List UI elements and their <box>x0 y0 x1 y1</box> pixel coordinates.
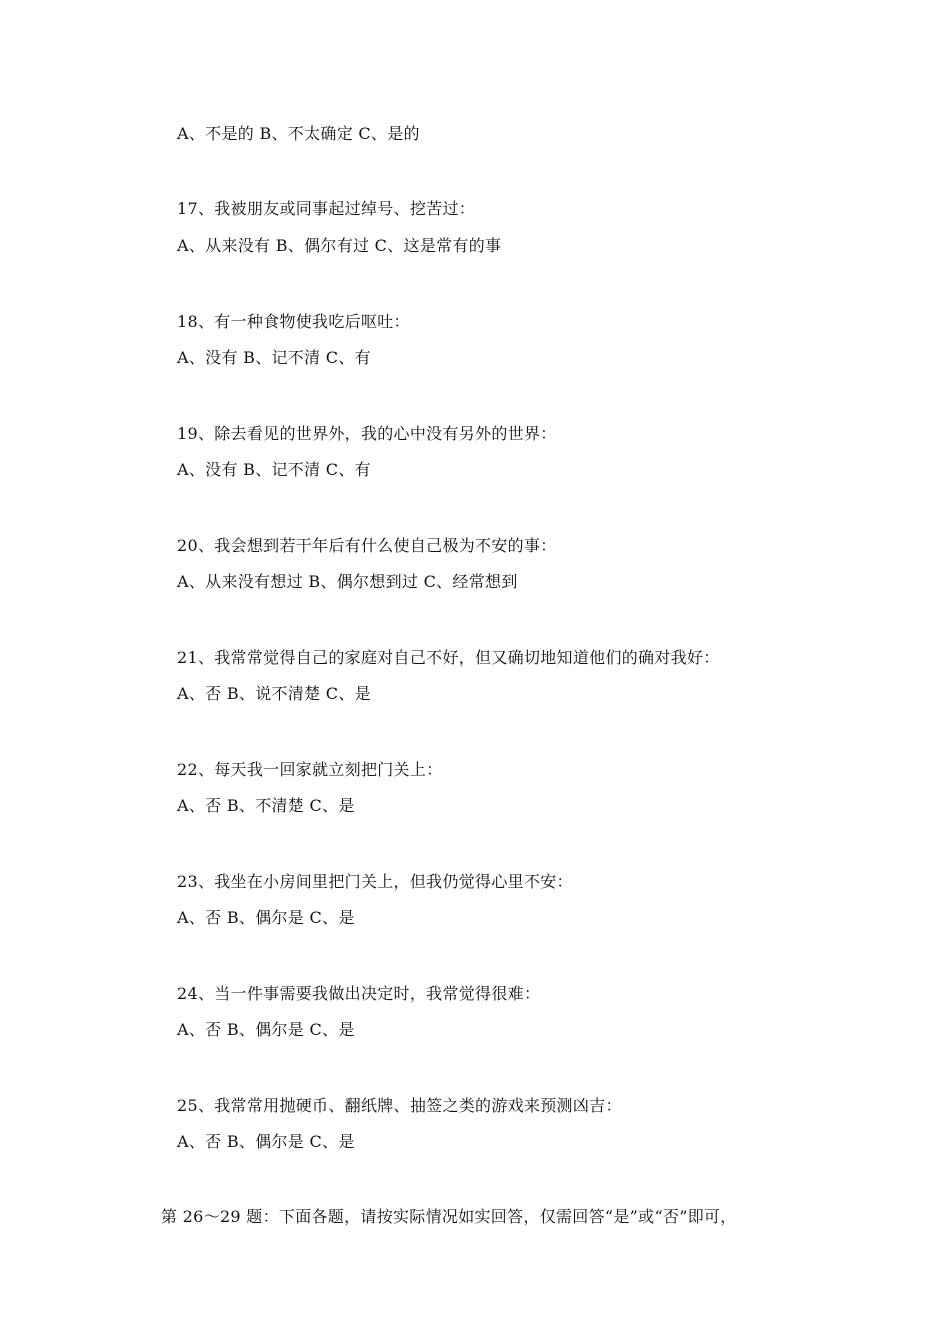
q20-prompt: 20、我会想到若干年后有什么使自己极为不安的事： <box>177 536 557 555</box>
q24-prompt: 24、当一件事需要我做出决定时，我常觉得很难： <box>177 984 541 1003</box>
q19-options: A、没有 B、记不清 C、有 <box>177 460 371 479</box>
q23-prompt: 23、我坐在小房间里把门关上，但我仍觉得心里不安： <box>177 872 573 891</box>
q18-options: A、没有 B、记不清 C、有 <box>177 348 371 367</box>
q23-options: A、否 B、偶尔是 C、是 <box>177 908 355 927</box>
q22-options: A、否 B、不清楚 C、是 <box>177 796 355 815</box>
q21-options: A、否 B、说不清楚 C、是 <box>177 684 371 703</box>
q16-options: A、不是的 B、不太确定 C、是的 <box>177 124 420 143</box>
q22-prompt: 22、每天我一回家就立刻把门关上： <box>177 760 443 779</box>
q18-prompt: 18、有一种食物使我吃后呕吐： <box>177 312 410 331</box>
q19-prompt: 19、除去看见的世界外，我的心中没有另外的世界： <box>177 424 557 443</box>
section-instruction: 第 26～29 题：下面各题，请按实际情况如实回答，仅需回答“是”或“否”即可， <box>161 1207 737 1226</box>
q20-options: A、从来没有想过 B、偶尔想到过 C、经常想到 <box>177 572 518 591</box>
q17-options: A、从来没有 B、偶尔有过 C、这是常有的事 <box>177 236 502 255</box>
q25-prompt: 25、我常常用抛硬币、翻纸牌、抽签之类的游戏来预测凶吉： <box>177 1096 622 1115</box>
q21-prompt: 21、我常常觉得自己的家庭对自己不好，但又确切地知道他们的确对我好： <box>177 648 720 667</box>
q17-prompt: 17、我被朋友或同事起过绰号、挖苦过： <box>177 199 476 218</box>
q25-options: A、否 B、偶尔是 C、是 <box>177 1132 355 1151</box>
q24-options: A、否 B、偶尔是 C、是 <box>177 1020 355 1039</box>
